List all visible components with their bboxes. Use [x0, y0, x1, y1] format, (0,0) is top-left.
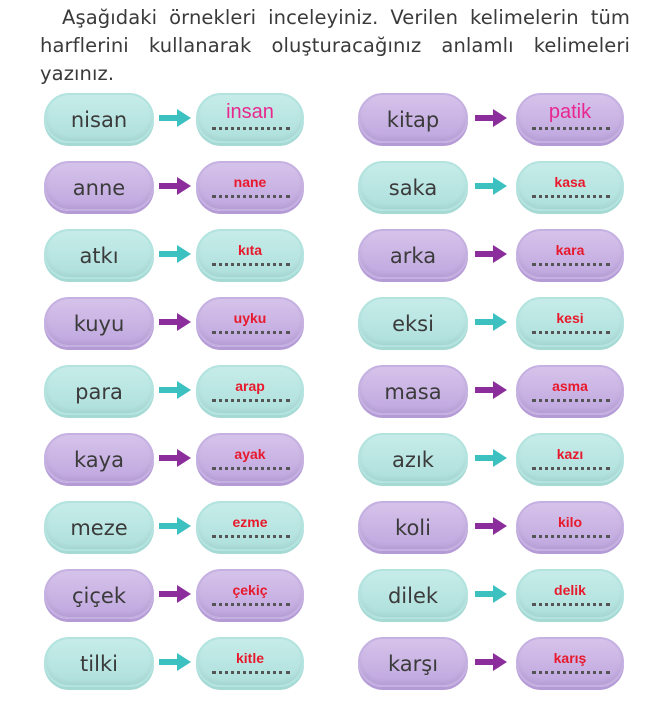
handwritten-answer: kilo	[557, 514, 583, 530]
answer-pill[interactable]	[516, 569, 624, 619]
handwritten-answer: kasa	[554, 174, 586, 190]
right-arrow-icon	[474, 651, 508, 673]
dotted-answer-line	[532, 463, 610, 470]
given-word: atkı	[79, 244, 119, 268]
answer-pill[interactable]	[516, 297, 624, 347]
dotted-answer-line	[532, 327, 610, 334]
word-pill	[358, 161, 468, 211]
given-word: azık	[392, 448, 434, 472]
dotted-answer-line	[532, 191, 610, 198]
handwritten-answer: kara	[555, 242, 585, 258]
given-word: saka	[388, 176, 438, 200]
right-arrow-icon	[474, 515, 508, 537]
word-pill	[358, 93, 468, 143]
exercise-row	[0, 93, 669, 147]
given-word: tilki	[80, 652, 118, 676]
given-word: çiçek	[71, 584, 126, 608]
instruction-line: Aşağıdaki örnekleri inceleyiniz. Verilen kelimelerin tüm harflerini kullanarak oluşturacağınız anlamlı kelimeleri yazınız.	[40, 6, 630, 85]
handwritten-answer: uyku	[233, 310, 267, 326]
example-answer: insan	[226, 101, 274, 123]
exercise-row	[0, 433, 669, 487]
right-arrow-icon	[474, 583, 508, 605]
handwritten-answer: kazı	[556, 446, 584, 462]
word-pill	[358, 365, 468, 415]
given-word: dilek	[387, 584, 439, 608]
dotted-answer-line	[532, 259, 610, 266]
handwritten-answer: ezme	[232, 514, 268, 530]
handwritten-answer: kıta	[237, 242, 263, 258]
given-word: kaya	[74, 448, 124, 472]
answer-pill[interactable]	[516, 229, 624, 279]
exercise-row	[0, 161, 669, 215]
handwritten-answer: çekiç	[232, 582, 268, 598]
handwritten-answer: kesi	[556, 310, 584, 326]
given-word: masa	[384, 380, 442, 404]
exercise-row	[0, 637, 669, 691]
answer-pill[interactable]	[516, 433, 624, 483]
handwritten-answer: ayak	[234, 446, 266, 462]
answer-pill[interactable]	[516, 93, 624, 143]
answer-pill[interactable]	[516, 161, 624, 211]
given-word: nisan	[70, 108, 128, 132]
answer-pill[interactable]	[516, 637, 624, 687]
word-pill	[358, 569, 468, 619]
exercise-row	[0, 569, 669, 623]
word-pill	[358, 433, 468, 483]
handwritten-answer: arap	[235, 378, 265, 394]
dotted-answer-line	[532, 395, 610, 402]
exercise-row	[0, 365, 669, 419]
exercise-row	[0, 297, 669, 351]
handwritten-answer: delik	[554, 582, 586, 598]
given-word: eksi	[392, 312, 434, 336]
right-arrow-icon	[474, 107, 508, 129]
answer-pill[interactable]	[516, 365, 624, 415]
given-word: koli	[395, 516, 431, 540]
word-pill	[358, 501, 468, 551]
given-word: para	[75, 380, 123, 404]
handwritten-answer: kitle	[235, 650, 264, 666]
right-arrow-icon	[474, 175, 508, 197]
dotted-answer-line	[532, 531, 610, 538]
handwritten-answer: karış	[553, 650, 587, 666]
given-word: meze	[70, 516, 128, 540]
exercise-row	[0, 229, 669, 283]
word-pill	[358, 229, 468, 279]
word-pill	[358, 637, 468, 687]
handwritten-answer: nane	[233, 174, 267, 190]
dotted-answer-line	[532, 667, 610, 674]
given-word: karşı	[387, 652, 439, 676]
dotted-answer-line	[532, 123, 610, 130]
given-word: arka	[389, 244, 437, 268]
right-arrow-icon	[474, 243, 508, 265]
dotted-answer-line	[532, 599, 610, 606]
handwritten-answer: asma	[552, 378, 588, 394]
given-word: kuyu	[73, 312, 125, 336]
given-word: kitap	[386, 108, 440, 132]
given-word: anne	[72, 176, 126, 200]
right-arrow-icon	[474, 379, 508, 401]
exercise-row	[0, 501, 669, 555]
word-pill	[358, 297, 468, 347]
answer-pill[interactable]	[516, 501, 624, 551]
right-arrow-icon	[474, 311, 508, 333]
example-answer: patik	[548, 101, 592, 123]
right-arrow-icon	[474, 447, 508, 469]
